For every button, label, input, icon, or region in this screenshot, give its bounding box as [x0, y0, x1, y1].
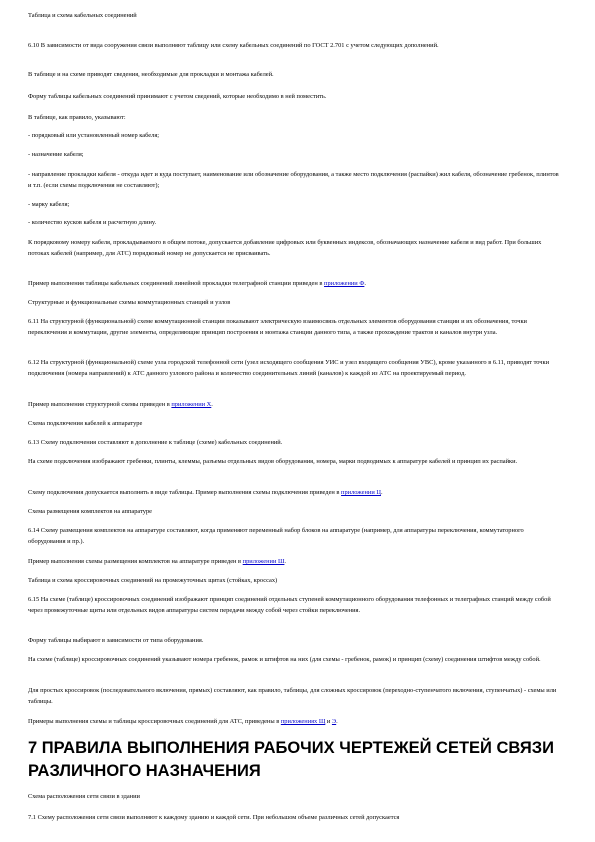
- paragraph: На схеме (таблице) кроссировочных соединений указывают номера гребенок, рамок и штифтов на них (для схемы - гребенок, рамок) и принцип (схему) соединения штифтов между собой.: [28, 656, 541, 663]
- link-appendix-e[interactable]: Э: [331, 718, 337, 725]
- section-title-placement-scheme: Схема размещения комплектов на аппаратуре: [28, 508, 153, 515]
- section-title-building-network: Схема расположения сети связи в здании: [28, 793, 140, 800]
- list-item: - марку кабеля;: [28, 201, 70, 208]
- list-item: - направление прокладки кабеля - откуда идет и куда поступает, наименование или обозначение оборудования, а также место подключения (распайки) жил кабеля, обозначение гребенок, плинтов и т.п. (если схемы подключения не составляют);: [28, 171, 559, 189]
- paragraph: Форму таблицы кабельных соединений принимают с учетом сведений, которые необходимо в ней поместить.: [28, 93, 327, 100]
- paragraph-6-13: 6.13 Схему подключения составляют в дополнение к таблице (схеме) кабельных соединений.: [28, 439, 283, 446]
- section-heading-7: 7 ПРАВИЛА ВЫПОЛНЕНИЯ РАБОЧИХ ЧЕРТЕЖЕЙ СЕТЕЙ СВЯЗИ РАЗЛИЧНОГО НАЗНАЧЕНИЯ: [28, 739, 554, 780]
- paragraph: Пример выполнения схемы размещения комплектов на аппаратуре приведен в приложении Ш.: [28, 558, 287, 565]
- list-item: - количество кусков кабеля и расчетную длину.: [28, 219, 157, 226]
- paragraph-6-12: 6.12 На структурной (функциональной) схеме узла городской телефонной сети (узел исходящего сообщения УИС и узел входящего сообщения УВС), кроме указанного в 6.11, приводят точки подключения (номера направлений) к АТС данного узлового района и количество соединительных линий (каналов) к каждой из АТС на проектируемый период.: [28, 359, 550, 377]
- paragraph: Пример выполнения таблицы кабельных соединений линейной прокладки телеграфной станции приведен в приложении Ф.: [28, 280, 366, 287]
- link-appendix-ts[interactable]: приложении Ц: [341, 489, 381, 496]
- section-title-connection-scheme: Схема подключения кабелей к аппаратуре: [28, 420, 143, 427]
- paragraph: Форму таблицы выбирают в зависимости от типа оборудования.: [28, 637, 204, 644]
- link-appendix-h[interactable]: приложении Х: [171, 401, 212, 408]
- link-appendix-sh[interactable]: приложении Ш: [242, 558, 285, 565]
- paragraph-6-14: 6.14 Схему размещения комплектов на аппаратуре составляют, когда применяют переменный набор блоков на аппаратуре (например, для аппаратуры переключения, коммутаторного оборудования и пр.).: [28, 527, 524, 545]
- paragraph: Пример выполнения структурной схемы приведен в приложении Х.: [28, 401, 213, 408]
- paragraph-6-11: 6.11 На структурной (функциональной) схеме коммутационной станции показывают электрическую взаимосвязь отдельных элементов оборудования станции и их обозначения, точки переключения и коммутации, другие элементы, определяющие принцип построения и монтажа станции данного типа, а также прохождение трактов и каналов внутри узла.: [28, 318, 527, 336]
- section-title-cable-table: Таблица и схема кабельных соединений: [28, 12, 137, 19]
- paragraph: К порядковому номеру кабеля, прокладываемого в общем потоке, допускается добавление цифровых или буквенных индексов, обозначающих назначение кабеля и вид работ. При больших потоках кабелей (например, для АТС) порядковый номер не допускается не присваивать.: [28, 239, 542, 257]
- section-title-structural-schemes: Структурные и функциональные схемы коммутационных станций и узлов: [28, 299, 231, 306]
- paragraph: На схеме подключения изображают гребенки, плинты, клеммы, разъемы отдельных видов оборудования, номера, марки подводимых к аппаратуре кабелей и принцип их распайки.: [28, 458, 518, 465]
- link-appendix-shch[interactable]: приложениях Щ: [280, 718, 326, 725]
- paragraph-6-10: 6.10 В зависимости от вида сооружения связи выполняют таблицу или схему кабельных соединений по ГОСТ 2.701 с учетом следующих дополнений.: [28, 42, 439, 49]
- link-appendix-f[interactable]: приложении Ф: [324, 280, 365, 287]
- paragraph: В таблице, как правило, указывают:: [28, 114, 126, 121]
- paragraph: Схему подключения допускается выполнять в виде таблицы. Пример выполнения схемы подключения приведен в приложении Ц.: [28, 489, 383, 496]
- paragraph-6-15: 6.15 На схеме (таблице) кроссировочных соединений изображают принцип соединений отдельных ступеней коммутационного оборудования телефонных и телеграфных станций между собой через промежуточные щиты или отдельных видов аппаратуры систем передачи между собой через стойки переключения.: [28, 596, 551, 614]
- paragraph: Примеры выполнения схемы и таблицы кроссировочных соединений для АТС, приведены в приложениях Щ и Э.: [28, 718, 338, 725]
- paragraph-7-1: 7.1 Схему расположения сети связи выполняют к каждому зданию и каждой сети. При небольшом объеме различных сетей допускается: [28, 814, 400, 821]
- list-item: - назначение кабеля;: [28, 151, 84, 158]
- paragraph: В таблице и на схеме приводят сведения, необходимые для прокладки и монтажа кабелей.: [28, 71, 274, 78]
- paragraph: Для простых кроссировок (последовательного включения, прямых) составляют, как правило, таблицы, для сложных кроссировок (переходно-ступенчатого включения, ступенчатых) - схемы или таблицы.: [28, 687, 557, 705]
- list-item: - порядковый или установленный номер кабеля;: [28, 132, 160, 139]
- section-title-cross-connections: Таблица и схема кроссировочных соединений на промежуточных щитах (стойках, кроссах): [28, 577, 278, 584]
